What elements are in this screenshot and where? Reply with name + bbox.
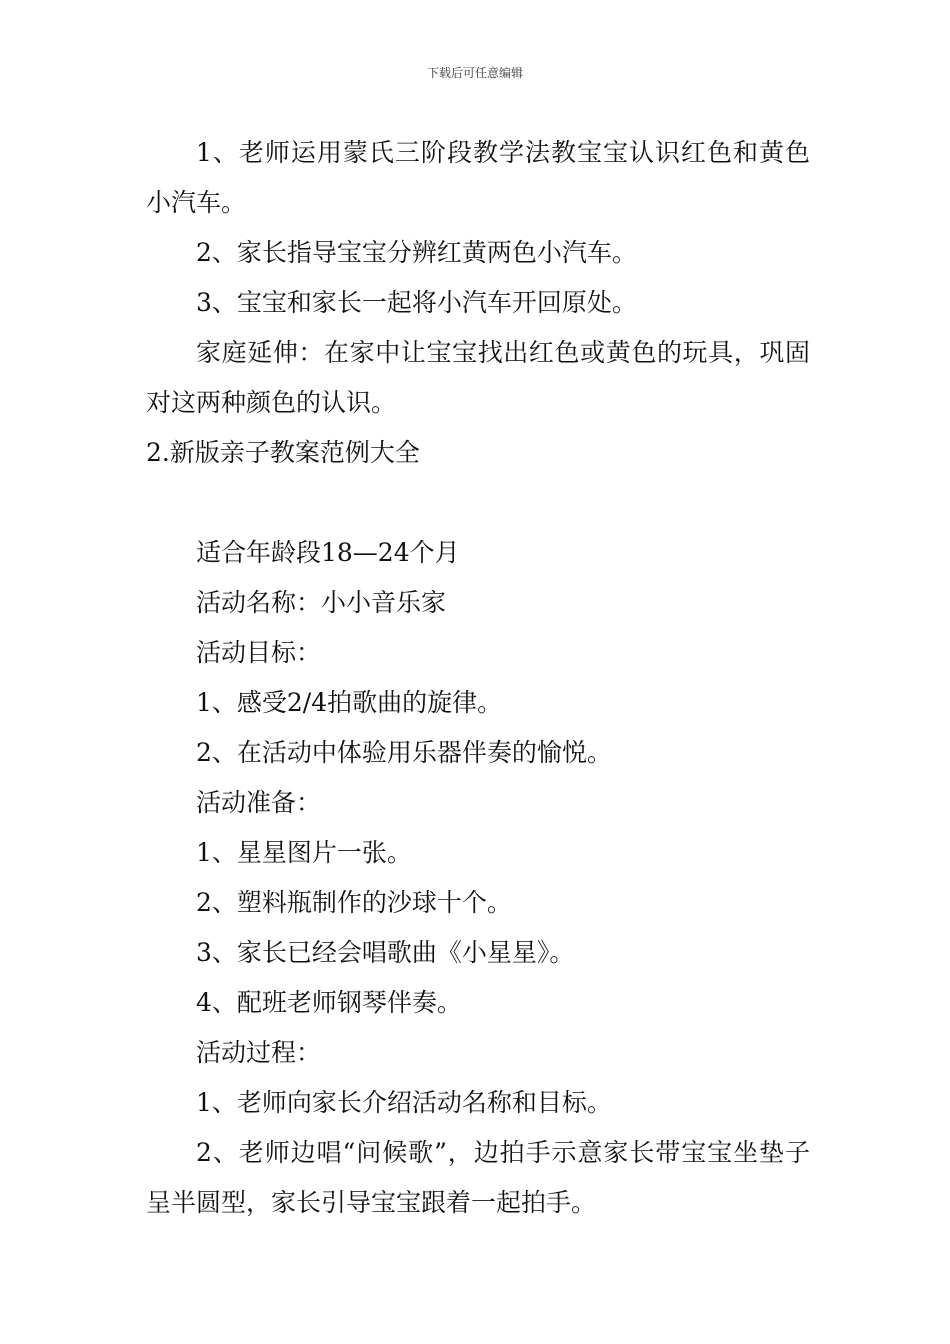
paragraph: 1、星星图片一张。 (196, 838, 412, 867)
paragraph: 活动名称：小小音乐家 (196, 588, 447, 617)
paragraph: 2、在活动中体验用乐器伴奏的愉悦。 (196, 738, 612, 767)
paragraph: 适合年龄段18—24个月 (196, 538, 460, 567)
paragraph: 3、宝宝和家长一起将小汽车开回原处。 (196, 288, 637, 317)
paragraph: 1、感受2/4拍歌曲的旋律。 (196, 688, 503, 717)
paragraph: 2、老师边唱“问候歌”，边拍手示意家长带宝宝坐垫子呈半圆型，家长引导宝宝跟着一起拍手。 (146, 1138, 810, 1217)
section-title: 2.新版亲子教案范例大全 (146, 438, 420, 467)
paragraph: 2、家长指导宝宝分辨红黄两色小汽车。 (196, 238, 637, 267)
page-header: 下载后可任意编辑 (426, 66, 523, 80)
paragraph: 3、家长已经会唱歌曲《小星星》。 (196, 938, 575, 967)
paragraph: 活动准备： (196, 788, 322, 817)
paragraph: 活动目标： (196, 638, 322, 667)
paragraph: 家庭延伸：在家中让宝宝找出红色或黄色的玩具，巩固对这两种颜色的认识。 (146, 338, 810, 417)
paragraph: 1、老师运用蒙氏三阶段教学法教宝宝认识红色和黄色小汽车。 (146, 138, 810, 217)
blank-line (146, 478, 810, 528)
document-body (146, 128, 810, 1228)
paragraph: 1、老师向家长介绍活动名称和目标。 (196, 1088, 612, 1117)
paragraph: 活动过程： (196, 1038, 322, 1067)
paragraph: 4、配班老师钢琴伴奏。 (196, 988, 462, 1017)
paragraph: 2、塑料瓶制作的沙球十个。 (196, 888, 512, 917)
